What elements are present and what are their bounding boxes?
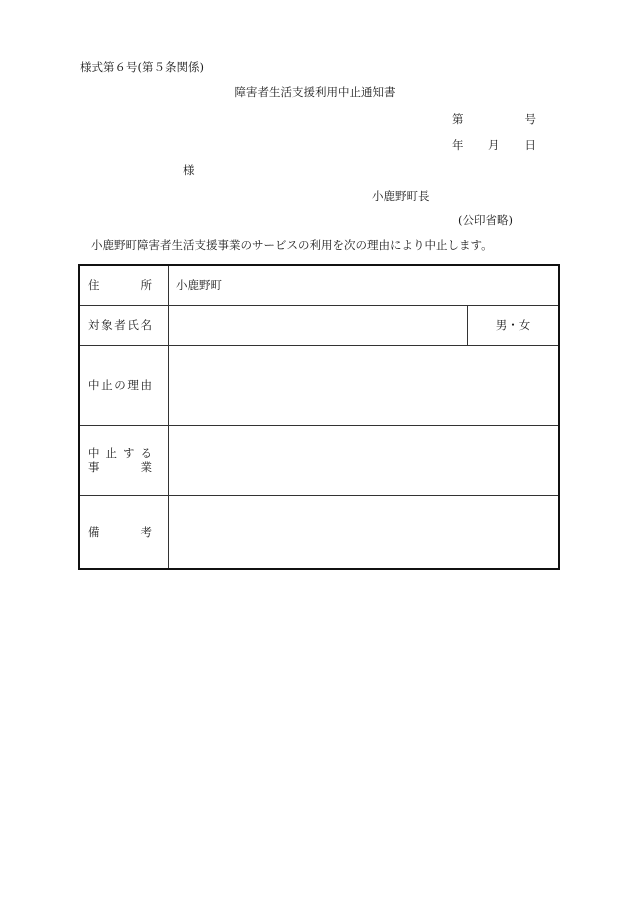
name-label: 対 象 者 氏 名: [79, 305, 169, 345]
document-title: 障害者生活支援利用中止通知書: [234, 85, 396, 99]
date-year: 年: [452, 138, 464, 152]
notification-form-table: [78, 264, 560, 570]
reason-value[interactable]: [169, 345, 560, 425]
address-value[interactable]: 小鹿野町: [169, 265, 560, 305]
remarks-label: 備 考: [79, 495, 169, 569]
recipient-honorific: 様: [183, 163, 195, 177]
address-label: 住 所: [79, 265, 169, 305]
name-row: [79, 305, 559, 345]
form-number-label: 様式第６号(第５条関係): [80, 60, 204, 74]
reason-row: [79, 345, 559, 425]
remarks-value[interactable]: [169, 495, 560, 569]
date-month: 月: [488, 138, 500, 152]
number-prefix: 第: [452, 112, 464, 126]
issuer-name: 小鹿野町長: [372, 189, 430, 203]
date-day: 日: [524, 138, 536, 152]
service-label: 中 止 す る 事 業: [79, 425, 169, 495]
address-row: [79, 265, 559, 305]
sex-options[interactable]: 男・女: [468, 305, 560, 345]
remarks-row: [79, 495, 559, 569]
number-suffix: 号: [524, 112, 536, 126]
service-row: [79, 425, 559, 495]
body-text: 小鹿野町障害者生活支援事業のサービスの利用を次の理由により中止します。: [91, 238, 493, 252]
name-value[interactable]: [169, 305, 468, 345]
service-value[interactable]: [169, 425, 560, 495]
seal-note: (公印省略): [458, 213, 513, 227]
reason-label: 中 止 の 理 由: [79, 345, 169, 425]
